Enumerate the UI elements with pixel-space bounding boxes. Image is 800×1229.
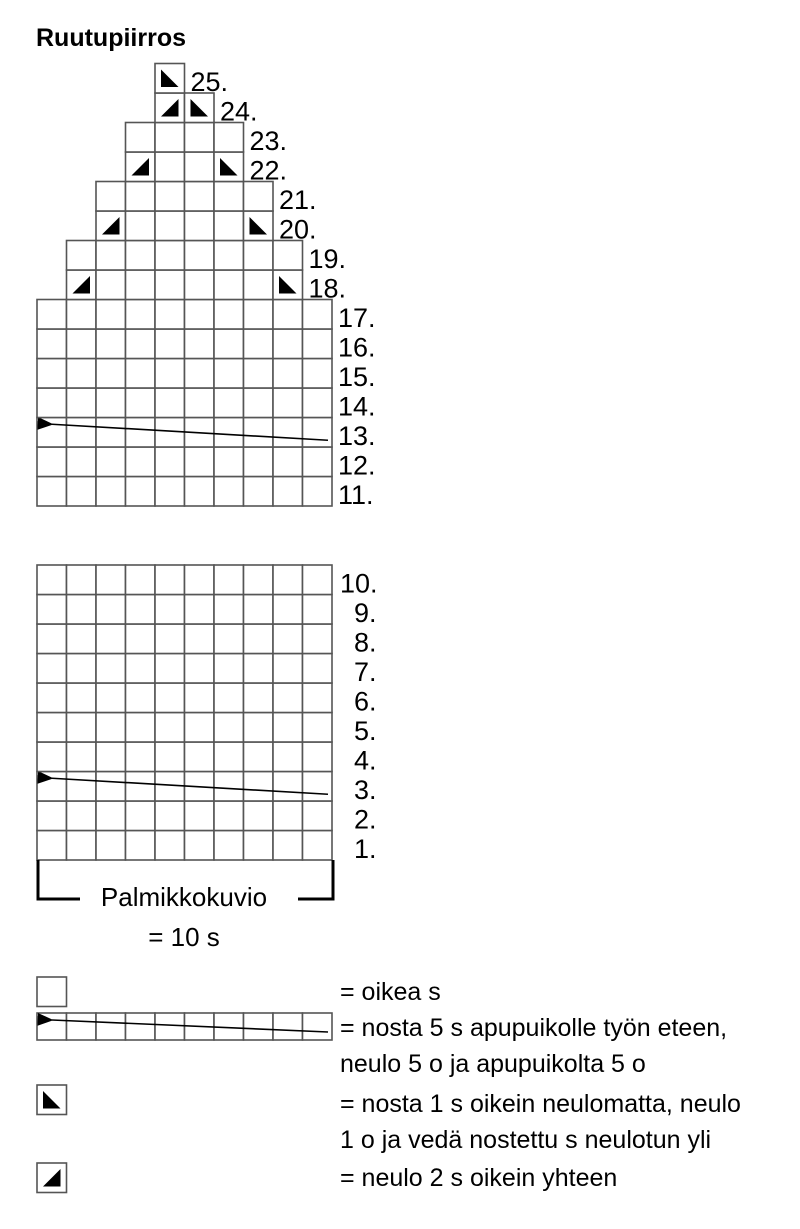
chart-cell [155, 123, 185, 153]
chart-cell [273, 388, 303, 418]
row-number-label: 10. [340, 568, 378, 599]
row-number-label: 9. [354, 598, 377, 628]
chart-cell [155, 565, 185, 595]
chart-cell [214, 713, 244, 743]
lower-chart-section [37, 565, 378, 864]
chart-cell [67, 329, 97, 359]
chart-cell [67, 595, 97, 625]
chart-cell [214, 565, 244, 595]
legend-item-skp [340, 1086, 741, 1158]
chart-cell [185, 447, 215, 477]
chart-cell [303, 772, 333, 802]
chart-cell [214, 772, 244, 802]
chart-cell [273, 831, 303, 861]
legend-item-cable [340, 1010, 727, 1082]
row-number-label: 13. [338, 421, 376, 451]
bracket-count: = 10 s [148, 922, 220, 952]
row-number-label: 14. [338, 391, 376, 422]
chart-cell [185, 359, 215, 389]
chart-cell [244, 565, 274, 595]
row-number-label: 6. [354, 686, 377, 717]
chart-cell [126, 654, 156, 684]
chart-cell [126, 713, 156, 743]
chart-cell [96, 270, 126, 300]
chart-cell [244, 801, 274, 831]
chart-cell [185, 742, 215, 772]
legend-text-line: = nosta 5 s apupuikolle työn eteen, [340, 1014, 728, 1042]
row-number-label: 18. [308, 273, 347, 304]
chart-cell [185, 654, 215, 684]
chart-cell [155, 270, 185, 300]
chart-cell [185, 683, 215, 713]
chart-cell [96, 418, 126, 448]
chart-cell [273, 329, 303, 359]
chart-cell [185, 595, 215, 625]
chart-cell [244, 300, 274, 330]
chart-cell [37, 418, 67, 448]
chart-cell [303, 565, 333, 595]
chart-cell [96, 447, 126, 477]
chart-cell [126, 329, 156, 359]
row-number-label: 20. [279, 214, 317, 245]
chart-cell [244, 742, 274, 772]
chart-cell [214, 270, 244, 300]
row-number-label: 17. [338, 303, 376, 333]
chart-cell [244, 270, 274, 300]
chart-cell [126, 418, 156, 448]
chart-cell [303, 447, 333, 477]
row-number-label: 3. [354, 775, 377, 805]
chart-cell [67, 300, 97, 330]
chart-cell [96, 241, 126, 271]
chart-cell [244, 182, 274, 212]
chart-cell [303, 300, 333, 330]
legend-symbols [37, 977, 332, 1193]
chart-cell [185, 801, 215, 831]
cable-legend-cell [96, 1013, 126, 1040]
row-number-label: 23. [249, 126, 288, 156]
chart-cell [244, 388, 274, 418]
chart-cell [67, 359, 97, 389]
row-number-label: 25. [190, 67, 229, 97]
chart-cell [303, 595, 333, 625]
chart-cell [67, 477, 97, 507]
row-number-label: 5. [354, 716, 377, 746]
cable-legend-cell [273, 1013, 303, 1040]
chart-cell [185, 123, 215, 153]
chart-cell [96, 477, 126, 507]
chart-cell [273, 654, 303, 684]
chart-cell [214, 388, 244, 418]
chart-cell [185, 182, 215, 212]
chart-cell [244, 683, 274, 713]
chart-cell [155, 477, 185, 507]
chart-cell [155, 388, 185, 418]
cable-legend-cell [303, 1013, 333, 1040]
chart-cell [303, 654, 333, 684]
chart-cell [96, 654, 126, 684]
chart-cell [303, 713, 333, 743]
chart-cell [185, 152, 215, 182]
chart-cell [155, 654, 185, 684]
chart-cell [67, 388, 97, 418]
row-number-label: 19. [308, 244, 347, 274]
chart-cell [67, 801, 97, 831]
chart-cell [273, 713, 303, 743]
chart-cell [126, 300, 156, 330]
cable-legend-cell [155, 1013, 185, 1040]
chart-cell [96, 801, 126, 831]
chart-cell [96, 388, 126, 418]
chart-cell [155, 359, 185, 389]
row-number-label: 16. [338, 332, 376, 363]
chart-cell [214, 241, 244, 271]
chart-cell [126, 831, 156, 861]
chart-cell [214, 300, 244, 330]
chart-cell [214, 801, 244, 831]
chart-cell [185, 329, 215, 359]
chart-cell [214, 123, 244, 153]
chart-cell [214, 624, 244, 654]
chart-title: Ruutupiirros [36, 24, 186, 52]
row-number-label: 4. [354, 745, 377, 776]
chart-cell [303, 329, 333, 359]
chart-cell [214, 182, 244, 212]
chart-cell [244, 772, 274, 802]
chart-cell [185, 624, 215, 654]
chart-cell [155, 683, 185, 713]
chart-cell [303, 418, 333, 448]
chart-cell [273, 683, 303, 713]
chart-cell [67, 447, 97, 477]
chart-cell [273, 742, 303, 772]
chart-cell [96, 300, 126, 330]
chart-cell [96, 742, 126, 772]
chart-cell [155, 624, 185, 654]
chart-cell [273, 624, 303, 654]
chart-cell [185, 388, 215, 418]
chart-cell [126, 182, 156, 212]
chart-cell [96, 713, 126, 743]
chart-cell [214, 595, 244, 625]
chart-cell [244, 359, 274, 389]
cable-legend-cell [126, 1013, 156, 1040]
chart-cell [214, 329, 244, 359]
chart-cell [126, 683, 156, 713]
chart-cell [37, 772, 67, 802]
chart-cell [273, 359, 303, 389]
chart-cell [185, 831, 215, 861]
chart-cell [303, 624, 333, 654]
chart-cell [37, 713, 67, 743]
row-number-label: 24. [220, 96, 258, 127]
chart-cell [214, 359, 244, 389]
chart-cell [96, 595, 126, 625]
chart-cell [67, 654, 97, 684]
row-number-label: 15. [338, 362, 376, 392]
chart-cell [303, 742, 333, 772]
chart-cell [126, 241, 156, 271]
chart-cell [303, 683, 333, 713]
chart-cell [155, 329, 185, 359]
chart-cell [185, 211, 215, 241]
chart-cell [37, 831, 67, 861]
cable-legend-cell [67, 1013, 97, 1040]
chart-cell [155, 595, 185, 625]
chart-cell [244, 418, 274, 448]
chart-cell [96, 329, 126, 359]
row-number-label: 22. [249, 155, 288, 186]
chart-cell [126, 447, 156, 477]
bracket-label: Palmikkokuvio [100, 882, 268, 912]
chart-cell [155, 742, 185, 772]
chart-cell [96, 565, 126, 595]
chart-cell [67, 772, 97, 802]
chart-cell [273, 241, 303, 271]
chart-cell [96, 772, 126, 802]
chart-cell [37, 359, 67, 389]
chart-cell [37, 477, 67, 507]
chart-cell [273, 772, 303, 802]
chart-cell [37, 300, 67, 330]
chart-cell [185, 565, 215, 595]
chart-cell [273, 565, 303, 595]
chart-cell [96, 831, 126, 861]
chart-cell [126, 359, 156, 389]
chart-cell [126, 772, 156, 802]
legend-text-line: neulo 5 o ja apupuikolta 5 o [340, 1050, 646, 1078]
row-number-label: 11. [338, 480, 374, 510]
chart-cell [96, 683, 126, 713]
legend-text-line: = neulo 2 s oikein yhteen [340, 1164, 618, 1192]
chart-cell [303, 477, 333, 507]
chart-cell [214, 654, 244, 684]
chart-cell [37, 447, 67, 477]
legend-item-knit [340, 974, 441, 1010]
chart-cell [214, 447, 244, 477]
chart-cell [214, 418, 244, 448]
chart-cell [244, 654, 274, 684]
chart-cell [126, 388, 156, 418]
chart-cell [67, 683, 97, 713]
chart-cell [214, 742, 244, 772]
chart-cell [303, 801, 333, 831]
legend-text-line: = nosta 1 s oikein neulomatta, neulo [340, 1090, 741, 1118]
chart-cell [303, 359, 333, 389]
chart-cell [37, 742, 67, 772]
chart-cell [126, 742, 156, 772]
chart-cell [126, 270, 156, 300]
chart-cell [273, 801, 303, 831]
chart-cell [126, 595, 156, 625]
chart-cell [303, 831, 333, 861]
chart-cell [185, 477, 215, 507]
chart-cell [244, 447, 274, 477]
chart-cell [214, 477, 244, 507]
chart-cell [244, 595, 274, 625]
chart-cell [155, 447, 185, 477]
chart-cell [37, 624, 67, 654]
chart-cell [126, 211, 156, 241]
chart-cell [214, 683, 244, 713]
chart-cell [214, 211, 244, 241]
chart-cell [244, 624, 274, 654]
chart-cell [67, 742, 97, 772]
row-number-label: 1. [354, 834, 377, 864]
chart-cell [273, 595, 303, 625]
chart-cell [37, 595, 67, 625]
row-number-label: 2. [354, 804, 377, 835]
row-number-label: 12. [338, 450, 376, 481]
chart-cell [244, 241, 274, 271]
chart-cell [273, 418, 303, 448]
chart-cell [126, 477, 156, 507]
chart-cell [273, 447, 303, 477]
chart-cell [303, 388, 333, 418]
chart-cell [126, 565, 156, 595]
chart-cell [37, 654, 67, 684]
chart-cell [67, 624, 97, 654]
row-number-label: 7. [354, 657, 377, 687]
chart-cell [244, 713, 274, 743]
chart-cell [185, 241, 215, 271]
chart-cell [244, 477, 274, 507]
chart-cell [126, 801, 156, 831]
legend-item-k2tog [340, 1160, 617, 1196]
chart-cell [155, 713, 185, 743]
chart-cell [155, 211, 185, 241]
chart-cell [185, 713, 215, 743]
chart-cell [96, 359, 126, 389]
row-number-label: 21. [279, 185, 317, 215]
chart-cell [155, 182, 185, 212]
chart-cell [37, 801, 67, 831]
chart-cell [244, 831, 274, 861]
chart-cell [126, 624, 156, 654]
chart-cell [185, 270, 215, 300]
row-number-label: 8. [354, 627, 377, 658]
chart-cell [273, 300, 303, 330]
chart-cell [67, 713, 97, 743]
cable-legend-cell [244, 1013, 274, 1040]
cable-legend-cell [37, 1013, 67, 1040]
chart-cell [214, 831, 244, 861]
upper-chart-section [37, 64, 376, 511]
chart-cell [67, 565, 97, 595]
chart-cell [155, 241, 185, 271]
chart-cell [96, 182, 126, 212]
chart-cell [155, 801, 185, 831]
chart-cell [96, 624, 126, 654]
legend-text-line: 1 o ja vedä nostettu s neulotun yli [340, 1126, 712, 1154]
chart-cell [37, 683, 67, 713]
chart-cell [37, 565, 67, 595]
chart-cell [273, 477, 303, 507]
chart-cell [126, 123, 156, 153]
chart-cell [67, 831, 97, 861]
chart-cell [37, 388, 67, 418]
chart-cell [37, 329, 67, 359]
chart-cell [67, 241, 97, 271]
chart-cell [244, 329, 274, 359]
chart-cell [155, 300, 185, 330]
chart-cell [155, 831, 185, 861]
chart-cell [67, 418, 97, 448]
chart-cell [185, 300, 215, 330]
chart-cell [155, 152, 185, 182]
knit-square-icon [37, 977, 67, 1007]
legend-text-line: = oikea s [340, 978, 441, 1006]
